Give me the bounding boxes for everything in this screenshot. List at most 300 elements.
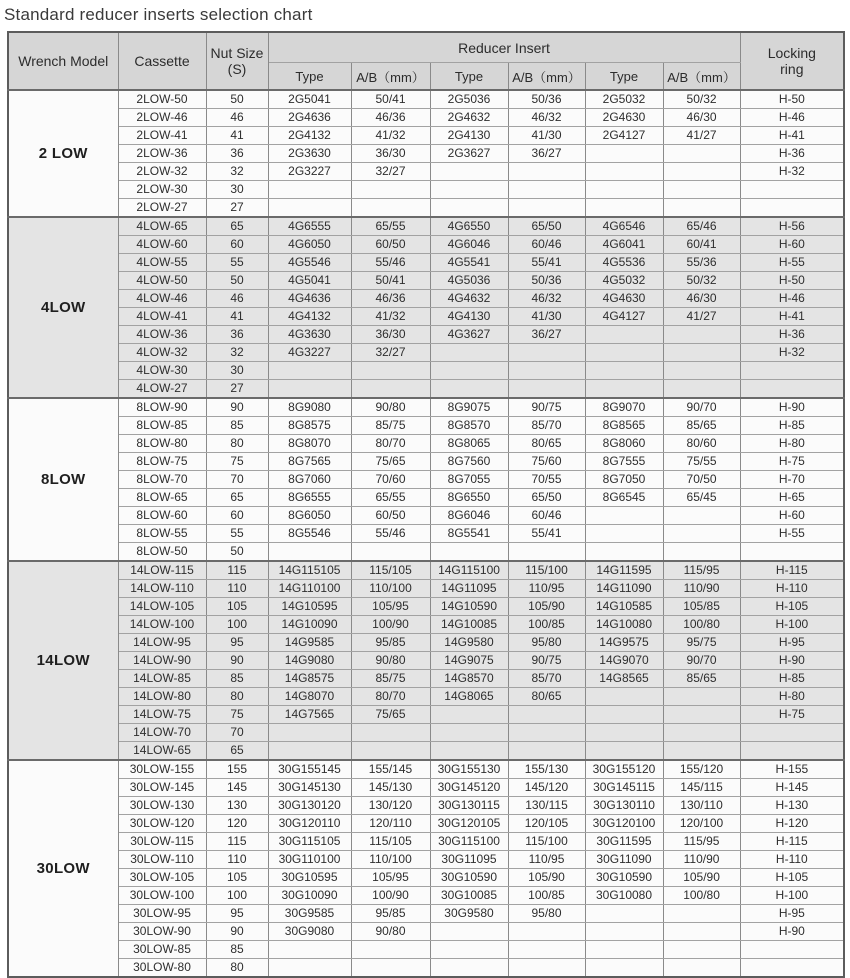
table-cell: 105: [206, 598, 268, 616]
table-cell: 65/55: [351, 489, 430, 507]
table-cell: 120: [206, 815, 268, 833]
table-cell: 8LOW-60: [118, 507, 206, 525]
table-cell: 8G8065: [430, 435, 508, 453]
table-cell: 55: [206, 525, 268, 543]
header-ab-3: A/B（mm）: [663, 63, 740, 91]
table-cell: 4G4132: [268, 308, 351, 326]
table-cell: 14G8070: [268, 688, 351, 706]
table-cell: 8G8565: [585, 417, 663, 435]
table-cell: 4G5541: [430, 254, 508, 272]
table-cell: 8G9080: [268, 398, 351, 417]
header-cassette: Cassette: [118, 32, 206, 90]
table-cell: [585, 163, 663, 181]
table-row: [8, 742, 844, 761]
table-cell: 14G10085: [430, 616, 508, 634]
table-cell: [351, 724, 430, 742]
table-cell: 80/65: [508, 688, 585, 706]
table-cell: [268, 742, 351, 761]
table-cell: 55/41: [508, 525, 585, 543]
header-type-2: Type: [430, 63, 508, 91]
table-cell: 80: [206, 435, 268, 453]
table-cell: 8G5546: [268, 525, 351, 543]
table-cell: H-70: [740, 471, 844, 489]
table-cell: 50/32: [663, 90, 740, 109]
table-cell: 105/95: [351, 869, 430, 887]
table-cell: 145/115: [663, 779, 740, 797]
table-cell: [508, 380, 585, 399]
table-cell: 4LOW-50: [118, 272, 206, 290]
table-cell: H-46: [740, 290, 844, 308]
header-row-main: [8, 32, 844, 63]
table-cell: [351, 181, 430, 199]
table-cell: 115/105: [351, 833, 430, 851]
table-cell: 30: [206, 362, 268, 380]
table-cell: [663, 181, 740, 199]
table-cell: 14LOW-115: [118, 561, 206, 580]
table-cell: H-105: [740, 598, 844, 616]
table-cell: [351, 380, 430, 399]
table-cell: 4LOW-30: [118, 362, 206, 380]
table-cell: 30G120100: [585, 815, 663, 833]
table-cell: 30G10590: [585, 869, 663, 887]
table-cell: 115: [206, 561, 268, 580]
table-cell: [585, 199, 663, 218]
table-cell: 27: [206, 380, 268, 399]
table-row: [8, 598, 844, 616]
table-cell: 4G4632: [430, 290, 508, 308]
table-cell: 14G10595: [268, 598, 351, 616]
table-row: [8, 217, 844, 236]
table-cell: 30LOW-155: [118, 760, 206, 779]
table-cell: H-115: [740, 833, 844, 851]
table-cell: [740, 941, 844, 959]
table-cell: 55/46: [351, 525, 430, 543]
table-cell: 50: [206, 543, 268, 562]
table-cell: 36/27: [508, 326, 585, 344]
table-cell: 4G3627: [430, 326, 508, 344]
table-row: [8, 326, 844, 344]
table-row: [8, 724, 844, 742]
table-cell: 80/65: [508, 435, 585, 453]
table-cell: H-85: [740, 670, 844, 688]
table-cell: [663, 905, 740, 923]
table-cell: H-50: [740, 90, 844, 109]
table-cell: 120/100: [663, 815, 740, 833]
table-row: [8, 688, 844, 706]
table-cell: 2LOW-30: [118, 181, 206, 199]
table-cell: 105/90: [663, 869, 740, 887]
table-cell: 2G3630: [268, 145, 351, 163]
table-cell: 8LOW-50: [118, 543, 206, 562]
table-row: [8, 869, 844, 887]
table-cell: 65/50: [508, 489, 585, 507]
table-cell: 70/60: [351, 471, 430, 489]
table-cell: 4G4130: [430, 308, 508, 326]
table-cell: 85/65: [663, 670, 740, 688]
table-cell: 14G8575: [268, 670, 351, 688]
table-cell: 8G6545: [585, 489, 663, 507]
table-cell: 8G6550: [430, 489, 508, 507]
table-cell: 95/85: [351, 905, 430, 923]
table-cell: 4G4127: [585, 308, 663, 326]
table-cell: [585, 380, 663, 399]
table-cell: 36/27: [508, 145, 585, 163]
table-cell: H-80: [740, 435, 844, 453]
table-cell: 4LOW-27: [118, 380, 206, 399]
table-cell: [740, 199, 844, 218]
table-cell: 8G7560: [430, 453, 508, 471]
table-row: [8, 507, 844, 525]
table-cell: [268, 941, 351, 959]
table-cell: 50: [206, 90, 268, 109]
table-cell: 14G8565: [585, 670, 663, 688]
table-cell: 30G11095: [430, 851, 508, 869]
table-cell: 2G3627: [430, 145, 508, 163]
table-cell: 30G11090: [585, 851, 663, 869]
table-cell: 14G9580: [430, 634, 508, 652]
header-ab-2: A/B（mm）: [508, 63, 585, 91]
table-cell: [585, 507, 663, 525]
table-cell: H-95: [740, 634, 844, 652]
header-type-1: Type: [268, 63, 351, 91]
table-cell: H-32: [740, 344, 844, 362]
table-cell: [268, 362, 351, 380]
table-cell: [430, 543, 508, 562]
table-cell: H-100: [740, 887, 844, 905]
table-cell: 4G4636: [268, 290, 351, 308]
table-cell: [268, 181, 351, 199]
table-cell: 14G10090: [268, 616, 351, 634]
table-cell: H-100: [740, 616, 844, 634]
table-cell: 95: [206, 634, 268, 652]
table-cell: [268, 199, 351, 218]
table-cell: [585, 181, 663, 199]
table-cell: 80: [206, 959, 268, 978]
table-cell: [268, 724, 351, 742]
table-cell: 55/36: [663, 254, 740, 272]
table-cell: 14LOW-90: [118, 652, 206, 670]
table-cell: 8G8575: [268, 417, 351, 435]
table-cell: 155/120: [663, 760, 740, 779]
table-cell: 30G115105: [268, 833, 351, 851]
table-cell: [508, 959, 585, 978]
table-cell: 115/100: [508, 561, 585, 580]
table-row: [8, 797, 844, 815]
table-row: [8, 308, 844, 326]
table-cell: [508, 199, 585, 218]
table-cell: 80/60: [663, 435, 740, 453]
table-cell: 4G3227: [268, 344, 351, 362]
table-cell: 46/36: [351, 290, 430, 308]
table-cell: 85/70: [508, 417, 585, 435]
table-cell: 30LOW-130: [118, 797, 206, 815]
table-cell: 85/65: [663, 417, 740, 435]
table-cell: 14G9075: [430, 652, 508, 670]
table-cell: 65: [206, 489, 268, 507]
table-row: [8, 905, 844, 923]
table-cell: 8G7555: [585, 453, 663, 471]
table-row: [8, 779, 844, 797]
table-cell: H-75: [740, 706, 844, 724]
table-cell: 30G120105: [430, 815, 508, 833]
table-cell: 4G5032: [585, 272, 663, 290]
table-cell: [430, 181, 508, 199]
table-cell: [663, 543, 740, 562]
table-cell: 60: [206, 507, 268, 525]
table-cell: 65/50: [508, 217, 585, 236]
table-row: [8, 362, 844, 380]
table-cell: 8G6046: [430, 507, 508, 525]
table-cell: [508, 724, 585, 742]
table-row: [8, 435, 844, 453]
table-cell: 80/70: [351, 435, 430, 453]
table-cell: [585, 724, 663, 742]
table-cell: 30G155145: [268, 760, 351, 779]
table-cell: 2G4132: [268, 127, 351, 145]
table-cell: 8G9070: [585, 398, 663, 417]
table-cell: 36: [206, 145, 268, 163]
table-cell: 4G6041: [585, 236, 663, 254]
table-cell: [663, 724, 740, 742]
table-cell: 145: [206, 779, 268, 797]
table-row: [8, 851, 844, 869]
table-cell: 14G110100: [268, 580, 351, 598]
table-row: [8, 127, 844, 145]
table-cell: 8G8570: [430, 417, 508, 435]
table-cell: H-90: [740, 923, 844, 941]
table-cell: 120/105: [508, 815, 585, 833]
table-cell: 4G6046: [430, 236, 508, 254]
table-cell: [430, 199, 508, 218]
table-cell: 95: [206, 905, 268, 923]
table-cell: 85: [206, 670, 268, 688]
table-cell: 70/55: [508, 471, 585, 489]
table-cell: 14LOW-100: [118, 616, 206, 634]
table-cell: 115/95: [663, 561, 740, 580]
table-row: [8, 453, 844, 471]
table-cell: 90: [206, 652, 268, 670]
table-cell: 46/30: [663, 109, 740, 127]
table-cell: 155/130: [508, 760, 585, 779]
table-cell: 27: [206, 199, 268, 218]
table-cell: 4LOW-41: [118, 308, 206, 326]
header-reducer-insert: Reducer Insert: [268, 32, 740, 63]
table-cell: H-36: [740, 145, 844, 163]
table-cell: 30G10590: [430, 869, 508, 887]
table-cell: 8G6555: [268, 489, 351, 507]
table-cell: H-90: [740, 652, 844, 670]
table-cell: H-32: [740, 163, 844, 181]
table-row: [8, 815, 844, 833]
table-cell: 145/120: [508, 779, 585, 797]
table-cell: 65/55: [351, 217, 430, 236]
table-cell: [430, 362, 508, 380]
table-cell: 75/60: [508, 453, 585, 471]
table-cell: [585, 525, 663, 543]
table-cell: 8G8070: [268, 435, 351, 453]
table-cell: 55/46: [351, 254, 430, 272]
table-cell: H-55: [740, 525, 844, 543]
table-cell: 8LOW-90: [118, 398, 206, 417]
table-cell: 14LOW-105: [118, 598, 206, 616]
table-cell: H-130: [740, 797, 844, 815]
table-cell: 14G8065: [430, 688, 508, 706]
table-cell: 14G10590: [430, 598, 508, 616]
table-cell: 14G9575: [585, 634, 663, 652]
table-cell: [508, 941, 585, 959]
table-row: [8, 145, 844, 163]
table-cell: 14LOW-65: [118, 742, 206, 761]
table-cell: [430, 941, 508, 959]
table-cell: 50/41: [351, 90, 430, 109]
table-cell: [268, 380, 351, 399]
table-cell: H-55: [740, 254, 844, 272]
table-cell: 30G11595: [585, 833, 663, 851]
table-row: [8, 634, 844, 652]
table-cell: [508, 543, 585, 562]
table-header: [8, 32, 844, 90]
table-cell: 14G115105: [268, 561, 351, 580]
table-row: [8, 652, 844, 670]
table-cell: 30G115100: [430, 833, 508, 851]
table-cell: [585, 326, 663, 344]
table-cell: 8G7565: [268, 453, 351, 471]
table-cell: [508, 706, 585, 724]
table-row: [8, 941, 844, 959]
table-cell: 2G4130: [430, 127, 508, 145]
table-cell: 14LOW-85: [118, 670, 206, 688]
table-cell: 115/100: [508, 833, 585, 851]
table-cell: [268, 959, 351, 978]
table-cell: 30LOW-95: [118, 905, 206, 923]
table-row: [8, 181, 844, 199]
table-cell: 90/80: [351, 652, 430, 670]
table-cell: [740, 362, 844, 380]
table-cell: 46/36: [351, 109, 430, 127]
table-row: [8, 290, 844, 308]
table-row: [8, 254, 844, 272]
table-cell: 30LOW-110: [118, 851, 206, 869]
table-cell: 14LOW-75: [118, 706, 206, 724]
table-cell: 30G145130: [268, 779, 351, 797]
group-label-cell: 2 LOW: [8, 90, 118, 217]
header-ab-1: A/B（mm）: [351, 63, 430, 91]
table-cell: 8G7055: [430, 471, 508, 489]
table-cell: [663, 706, 740, 724]
table-cell: 100/90: [351, 887, 430, 905]
table-cell: 14G9080: [268, 652, 351, 670]
table-cell: 32: [206, 344, 268, 362]
table-cell: H-41: [740, 127, 844, 145]
header-nut-size: [206, 32, 268, 90]
table-cell: 30G10090: [268, 887, 351, 905]
table-cell: 2LOW-36: [118, 145, 206, 163]
table-row: [8, 580, 844, 598]
table-cell: 70: [206, 471, 268, 489]
header-locking-ring: [740, 32, 844, 90]
table-cell: 8G7050: [585, 471, 663, 489]
table-cell: 100/85: [508, 887, 585, 905]
table-cell: 90/80: [351, 398, 430, 417]
table-row: [8, 525, 844, 543]
table-cell: [585, 543, 663, 562]
table-cell: H-60: [740, 507, 844, 525]
table-row: [8, 417, 844, 435]
table-cell: 105/95: [351, 598, 430, 616]
table-cell: [268, 543, 351, 562]
table-cell: 14LOW-80: [118, 688, 206, 706]
table-cell: [663, 163, 740, 181]
table-cell: 14G10585: [585, 598, 663, 616]
table-cell: 4G5546: [268, 254, 351, 272]
table-cell: [740, 543, 844, 562]
table-cell: 8G8060: [585, 435, 663, 453]
table-cell: 50/36: [508, 272, 585, 290]
table-cell: 4LOW-46: [118, 290, 206, 308]
table-row: [8, 706, 844, 724]
table-cell: 2LOW-32: [118, 163, 206, 181]
page-title: Standard reducer inserts selection chart: [4, 5, 313, 24]
table-row: [8, 489, 844, 507]
group-label-cell: 30LOW: [8, 760, 118, 977]
table-cell: 30: [206, 181, 268, 199]
table-cell: H-145: [740, 779, 844, 797]
table-cell: 80: [206, 688, 268, 706]
table-cell: 85/70: [508, 670, 585, 688]
table-cell: 46/30: [663, 290, 740, 308]
table-cell: H-110: [740, 580, 844, 598]
table-cell: 14LOW-95: [118, 634, 206, 652]
table-cell: 30LOW-85: [118, 941, 206, 959]
table-cell: H-155: [740, 760, 844, 779]
table-cell: 2G5032: [585, 90, 663, 109]
table-cell: 145/130: [351, 779, 430, 797]
table-cell: 14G9070: [585, 652, 663, 670]
table-cell: 95/85: [351, 634, 430, 652]
table-cell: 50/41: [351, 272, 430, 290]
table-cell: [430, 380, 508, 399]
table-cell: [351, 543, 430, 562]
table-cell: 95/80: [508, 905, 585, 923]
table-cell: [585, 688, 663, 706]
table-cell: 2G4636: [268, 109, 351, 127]
table-cell: [508, 181, 585, 199]
table-cell: [663, 380, 740, 399]
table-cell: 75/55: [663, 453, 740, 471]
table-cell: [351, 362, 430, 380]
table-cell: H-50: [740, 272, 844, 290]
table-cell: 50/32: [663, 272, 740, 290]
table-cell: 90/70: [663, 652, 740, 670]
table-cell: 8LOW-85: [118, 417, 206, 435]
header-locking-line2: ring: [780, 61, 804, 77]
table-cell: 2G4632: [430, 109, 508, 127]
table-cell: 60/50: [351, 507, 430, 525]
table-cell: 30LOW-90: [118, 923, 206, 941]
table-cell: [663, 742, 740, 761]
table-cell: 14G11095: [430, 580, 508, 598]
table-row: [8, 471, 844, 489]
table-cell: 30G130110: [585, 797, 663, 815]
table-cell: [430, 706, 508, 724]
table-cell: 4LOW-65: [118, 217, 206, 236]
table-cell: 14G11090: [585, 580, 663, 598]
table-row: [8, 543, 844, 562]
table-cell: 32/27: [351, 344, 430, 362]
table-cell: 95/75: [663, 634, 740, 652]
table-cell: 14LOW-110: [118, 580, 206, 598]
table-cell: 2LOW-46: [118, 109, 206, 127]
